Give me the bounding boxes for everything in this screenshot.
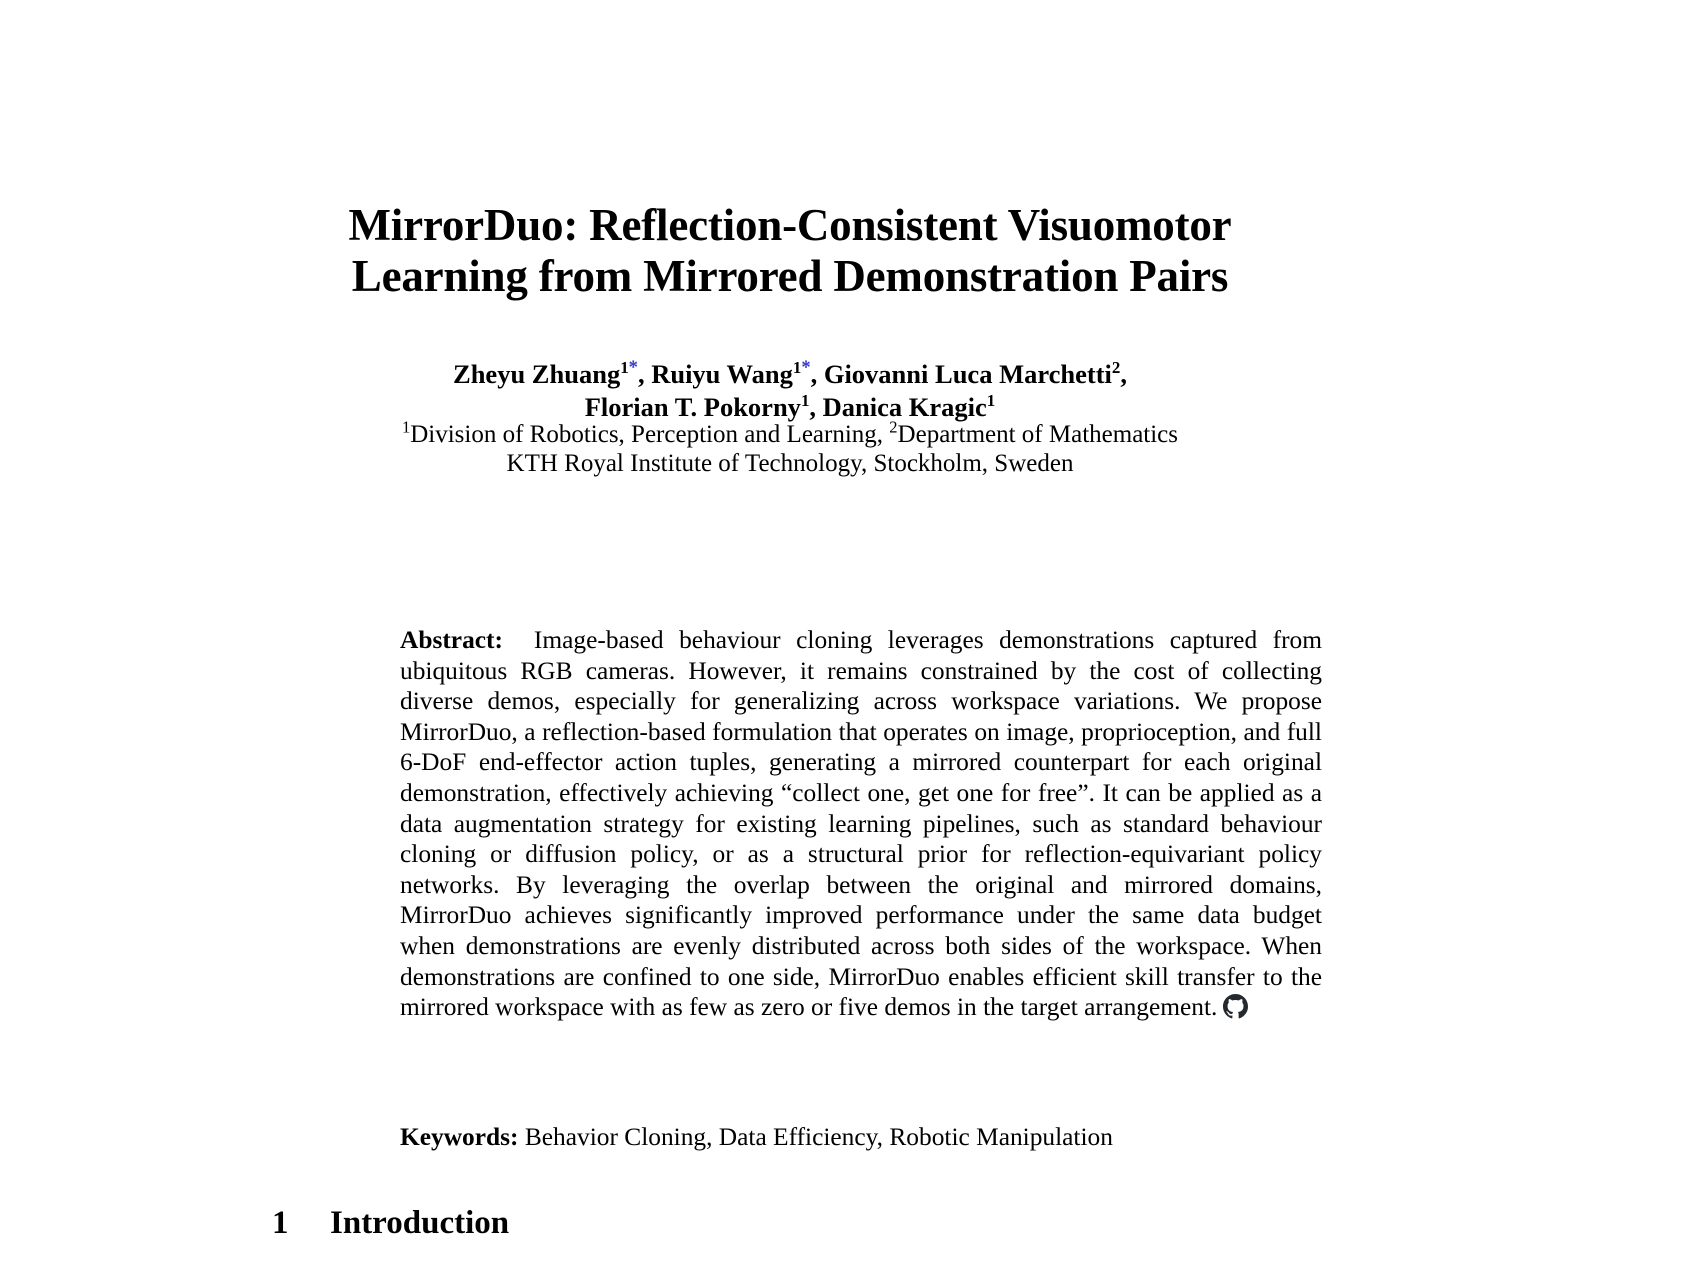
author-affiliation-marker: 2 bbox=[1111, 358, 1121, 378]
author-affiliation-marker: 1 bbox=[986, 391, 996, 411]
equal-contribution-marker[interactable]: * bbox=[801, 357, 811, 379]
affiliation-line-1 bbox=[330, 417, 1250, 449]
section-number: 1 bbox=[272, 1205, 289, 1241]
page-title bbox=[330, 200, 1250, 302]
author-line-1 bbox=[330, 358, 1250, 391]
author-name-florian-t-pokorny: Florian T. Pokorny bbox=[584, 391, 801, 422]
authors-block bbox=[330, 358, 1250, 424]
equal-contribution-marker[interactable]: * bbox=[628, 357, 638, 379]
title-line-2: Learning from Mirrored Demonstration Pairs bbox=[351, 250, 1229, 301]
affiliation-marker-2: 2 bbox=[889, 417, 898, 437]
abstract-body: Image-based behaviour cloning leverages demonstrations captured from ubiquitous RGB cameras. However, it remains constrained by the cost of collecting diverse demos, especially for generalizing across workspace variations. We propose MirrorDuo, a reflection-based formulation that operates on image, proprioception, and full 6-DoF end-effector action tuples, generating a mirrored counterpart for each original demonstration, effectively achieving “collect one, get one for free”. It can be applied as a data augmentation strategy for existing learning pipelines, such as standard behaviour cloning or diffusion policy, or as a structural prior for reflection-equivariant policy networks. By leveraging the overlap between the original and mirrored domains, MirrorDuo achieves significantly improved performance under the same data budget when demonstrations are evenly distributed across both sides of the workspace. When demonstrations are confined to one side, MirrorDuo enables efficient skill transfer to the mirrored workspace with as few as zero or five demos in the target arrangement. bbox=[400, 626, 1322, 1022]
keywords-paragraph bbox=[400, 1122, 1322, 1153]
abstract-block bbox=[400, 625, 1322, 1023]
affiliation-text-1: Division of Robotics, Perception and Learning, bbox=[410, 421, 890, 448]
section-heading-introduction bbox=[272, 1205, 509, 1241]
affiliation-line-2: KTH Royal Institute of Technology, Stockholm, Sweden bbox=[506, 450, 1074, 477]
author-name-zheyu-zhuang: Zheyu Zhuang bbox=[453, 359, 621, 389]
title-block bbox=[330, 200, 1250, 302]
author-separator: , bbox=[810, 359, 824, 389]
abstract-space bbox=[503, 626, 534, 654]
affiliations-block bbox=[330, 417, 1250, 478]
author-line-trailing-comma: , bbox=[1120, 359, 1127, 389]
affiliation-marker-1: 1 bbox=[401, 417, 411, 437]
author-affiliation-marker: 1 bbox=[792, 358, 802, 378]
author-separator: , bbox=[809, 391, 823, 422]
author-affiliation-marker: 1 bbox=[800, 391, 810, 411]
abstract-paragraph bbox=[400, 625, 1322, 1023]
keywords-label: Keywords: bbox=[400, 1123, 519, 1151]
affiliation-text-2: Department of Mathematics bbox=[897, 421, 1179, 448]
author-name-danica-kragic: Danica Kragic bbox=[822, 391, 987, 422]
keywords-block bbox=[400, 1122, 1322, 1153]
author-line-2 bbox=[330, 391, 1250, 424]
title-line-1: MirrorDuo: Reflection-Consistent Visuomotor bbox=[348, 200, 1232, 250]
github-icon[interactable] bbox=[1223, 994, 1248, 1019]
author-affiliation-marker: 1 bbox=[620, 358, 629, 378]
author-name-ruiyu-wang: Ruiyu Wang bbox=[651, 359, 793, 389]
author-name-giovanni-luca-marchetti: Giovanni Luca Marchetti bbox=[823, 359, 1112, 389]
author-separator: , bbox=[637, 359, 652, 389]
abstract-label: Abstract: bbox=[400, 626, 503, 654]
keywords-value: Behavior Cloning, Data Efficiency, Robotic Manipulation bbox=[524, 1123, 1113, 1151]
section-title: Introduction bbox=[330, 1205, 510, 1241]
